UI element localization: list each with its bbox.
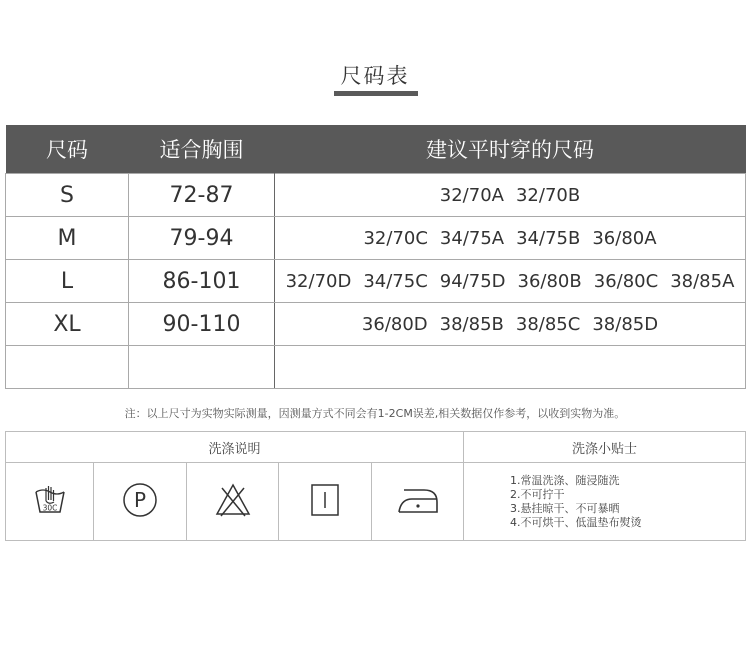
bust-range-cell: 72-87 [129, 174, 275, 217]
care-cell-no-bleach [187, 463, 279, 541]
title-wrap [0, 60, 750, 94]
wash-tips [464, 463, 746, 541]
bust-range-cell [129, 346, 275, 389]
dry-clean-label: P [133, 487, 147, 512]
bust-range-cell: 86-101 [129, 260, 275, 303]
recommended-size: 94/75D [439, 270, 506, 292]
wash-temp-label: 30C [42, 503, 57, 512]
recommended-size: 34/75B [516, 227, 581, 249]
low-iron-icon [396, 485, 440, 515]
size-cell: S [6, 174, 129, 217]
wash-tip: 2.不可拧干 [510, 487, 565, 501]
size-cell: M [6, 217, 129, 260]
recommended-sizes-cell [275, 260, 746, 303]
header-bust: 适合胸围 [129, 125, 275, 174]
care-cell-hang-dry [279, 463, 372, 541]
recommended-size: 36/80D [361, 313, 428, 335]
dry-clean-p-icon [121, 481, 159, 519]
recommended-sizes-cell [275, 217, 746, 260]
recommended-size: 38/85D [592, 313, 659, 335]
page-title: 尺码表 [340, 64, 410, 88]
recommended-size: 32/70B [515, 184, 581, 206]
recommended-size: 32/70C [363, 227, 428, 249]
title-underline [334, 91, 418, 96]
recommended-sizes-cell [275, 346, 746, 389]
care-cell-iron [372, 463, 464, 541]
recommended-sizes-cell [275, 174, 746, 217]
hand-wash-30c-icon [33, 482, 67, 518]
size-row [6, 303, 746, 346]
wash-instructions-header: 洗涤说明 [6, 432, 464, 463]
recommended-size: 32/70A [439, 184, 504, 206]
size-row [6, 174, 746, 217]
size-cell: XL [6, 303, 129, 346]
recommended-size: 38/85A [670, 270, 735, 292]
recommended-size: 38/85C [515, 313, 581, 335]
recommended-size: 34/75C [363, 270, 428, 292]
recommended-size: 36/80A [592, 227, 657, 249]
recommended-size: 32/70D [285, 270, 352, 292]
measurement-note: 注：以上尺寸为实物实际测量，因测量方式不同会有1-2CM误差,相关数据仅作参考，以收到实物为准。 [124, 407, 626, 420]
recommended-size: 34/75A [439, 227, 505, 249]
care-table [5, 431, 746, 541]
wash-tip: 3.悬挂晾干、不可暴晒 [510, 501, 620, 515]
hang-dry-icon [310, 483, 340, 517]
recommended-size: 36/80B [517, 270, 582, 292]
recommended-sizes-cell [275, 303, 746, 346]
do-not-bleach-icon [214, 482, 252, 518]
wash-tip: 1.常温洗涤、随浸随洗 [510, 473, 620, 487]
size-cell: L [6, 260, 129, 303]
size-table-header [6, 125, 746, 174]
care-cell-hand-wash [6, 463, 94, 541]
bust-range-cell: 90-110 [129, 303, 275, 346]
size-table [5, 125, 746, 389]
recommended-size: 36/80C [593, 270, 659, 292]
bust-range-cell: 79-94 [129, 217, 275, 260]
header-recommend: 建议平时穿的尺码 [275, 125, 746, 174]
care-cell-dry-clean [94, 463, 187, 541]
size-cell [6, 346, 129, 389]
size-row [6, 346, 746, 389]
wash-tips-header: 洗涤小贴士 [464, 432, 746, 463]
size-row [6, 217, 746, 260]
header-size: 尺码 [6, 125, 129, 174]
size-row [6, 260, 746, 303]
wash-tip: 4.不可烘干、低温垫布熨烫 [510, 515, 642, 529]
recommended-size: 38/85B [439, 313, 504, 335]
